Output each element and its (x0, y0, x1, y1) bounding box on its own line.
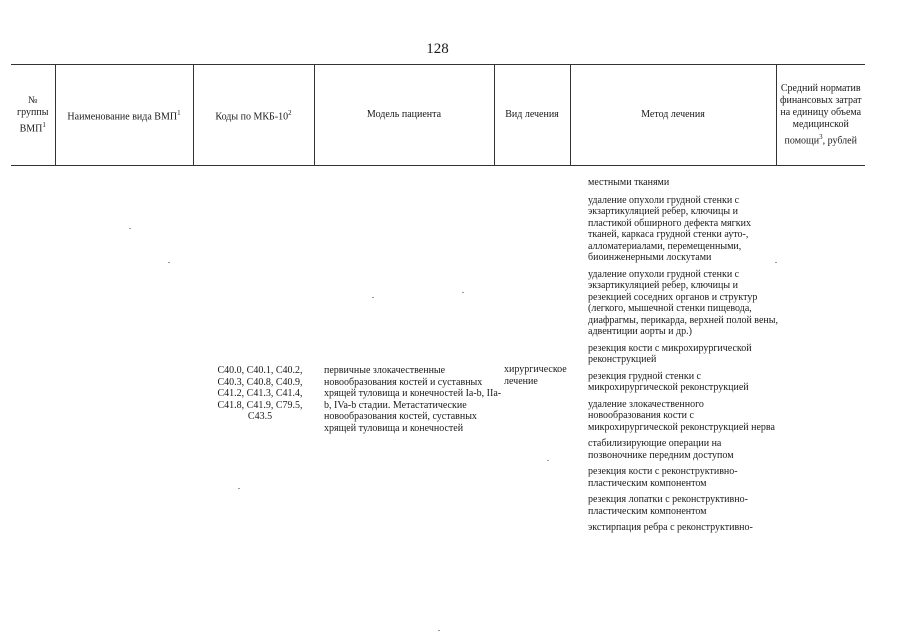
method-item: стабилизирующие операции на позвоночнике передним доступом (588, 438, 734, 461)
icd-codes-cell: C40.0, C40.1, C40.2, C40.3, C40.8, C40.9, C41.2, C41.3, C41.4, C41.8, C41.9, C79.5, C43.5 (217, 365, 303, 422)
method-item: местными тканями (588, 177, 670, 188)
header-icd-codes: Коды по МКБ-$10^2$ (193, 65, 314, 166)
scan-speck (238, 488, 240, 489)
scan-speck (547, 460, 549, 461)
header-group-number: № группы ВМП$^1$ (11, 65, 55, 166)
method-item: удаление опухоли грудной стенки с экзартикуляцией ребер, ключицы и резекцией соседних органов и структур (легкого, мышечной стенки пищевода, диафрагмы, перикарда, верхней полой вены, адвентиции аорты и др.) (588, 268, 778, 337)
method-item: удаление злокачественного новообразования кости с микрохирургической реконструкцией нерва (588, 398, 775, 433)
method-item: резекция кости с микрохирургической реконструкцией (588, 342, 752, 365)
page-number: 128 (426, 41, 449, 57)
treatment-type-cell: хирургическое лечение (504, 364, 567, 387)
method-item: резекция кости с реконструктивно-пластическим компонентом (588, 466, 738, 489)
scan-speck (129, 228, 131, 229)
scan-speck (372, 297, 374, 298)
method-item: экстирпация ребра с реконструктивно- (588, 522, 753, 533)
patient-model-cell: первичные злокачественные новообразования костей и суставных хрящей туловища и конечностей Ia-b, IIa-b, IVa-b стадии. Метастатические новообразования костей, суставных хрящей туловища и конечностей (324, 365, 502, 434)
treatment-methods-cell (588, 177, 778, 539)
scan-speck (462, 292, 464, 293)
table-header (11, 64, 865, 166)
header-treatment-method: Метод лечения (570, 65, 776, 166)
header-cost: Средний норматив финансовых затрат на единицу объема медицинской помощи$^3$, рублей (776, 65, 865, 166)
header-patient-model: Модель пациента (314, 65, 494, 166)
scan-speck (168, 262, 170, 263)
method-item: резекция грудной стенки с микрохирургической реконструкцией (588, 370, 749, 393)
scan-speck (438, 630, 440, 631)
header-treatment-type: Вид лечения (494, 65, 570, 166)
scan-speck (775, 262, 777, 263)
method-item: удаление опухоли грудной стенки с экзартикуляцией ребер, ключицы и пластикой обширного дефекта мягких тканей, каркаса грудной стенки ауто-, алломатериалами, перемещенными, биоинженерными лоскутами (588, 194, 751, 263)
method-item: резекция лопатки с реконструктивно-пластическим компонентом (588, 494, 748, 517)
header-vmp-type: Наименование вида ВМП$^1$ (55, 65, 193, 166)
